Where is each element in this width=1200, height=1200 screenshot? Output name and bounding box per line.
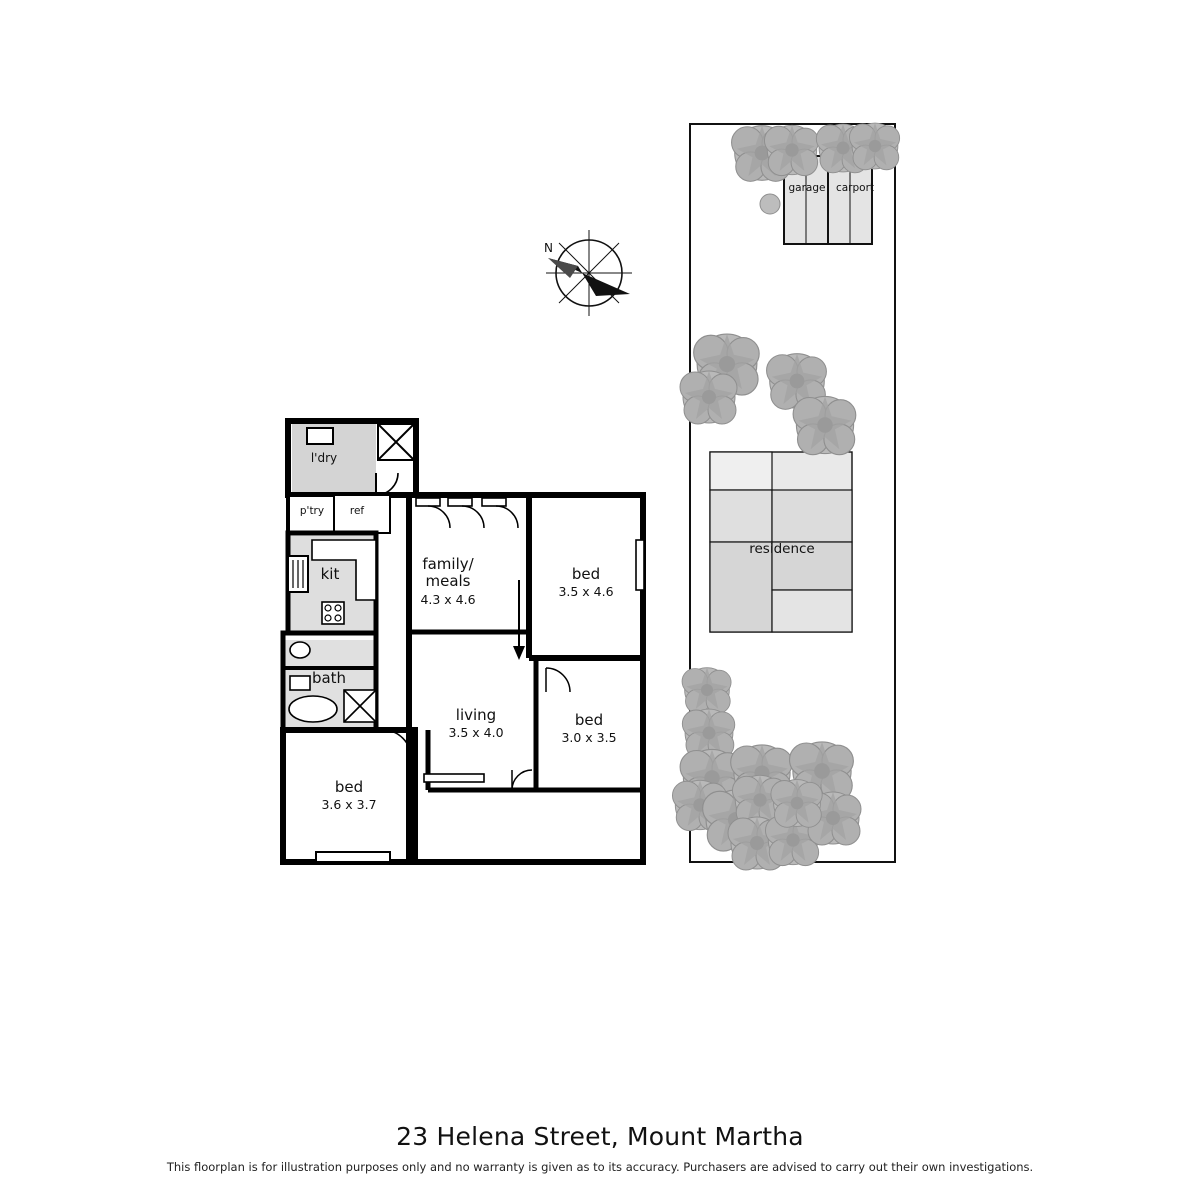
room-dim-bed-2: 3.6 x 3.7 — [321, 797, 377, 813]
room-name-fridge: ref — [349, 505, 365, 517]
room-dim-bed-3: 3.0 x 3.5 — [561, 730, 617, 746]
site-name-garage: garage — [788, 182, 826, 194]
disclaimer-text: This floorplan is for illustration purposes only and no warranty is given as to its accuracy. Purchasers are advised to carry out their own investigations. — [166, 1160, 1034, 1174]
floor-plan — [283, 421, 644, 862]
room-name-family-line2: meals — [425, 572, 471, 591]
room-name-bed-main: bed — [571, 565, 601, 583]
room-dim-living: 3.5 x 4.0 — [448, 725, 504, 741]
compass-rose — [544, 230, 632, 316]
room-name-bathroom: bath — [311, 669, 347, 687]
site-plan — [672, 123, 899, 870]
page-title: 23 Helena Street, Mount Martha — [396, 1122, 804, 1151]
compass-north-letter: N — [544, 241, 553, 255]
room-name-laundry: l'dry — [310, 451, 338, 465]
room-dim-bed-main: 3.5 x 4.6 — [558, 584, 614, 600]
room-name-bed-3: bed — [574, 711, 604, 729]
room-name-pantry: p'try — [299, 505, 325, 517]
room-name-living: living — [455, 706, 497, 724]
room-dim-family-meals: 4.3 x 4.6 — [420, 591, 476, 607]
room-name-kitchen: kit — [320, 565, 340, 583]
room-name-bed-2: bed — [334, 778, 364, 796]
site-name-carport: carport — [835, 182, 875, 194]
site-name-residence: residence — [749, 541, 815, 557]
room-name-family-line1: family/ — [422, 555, 474, 573]
